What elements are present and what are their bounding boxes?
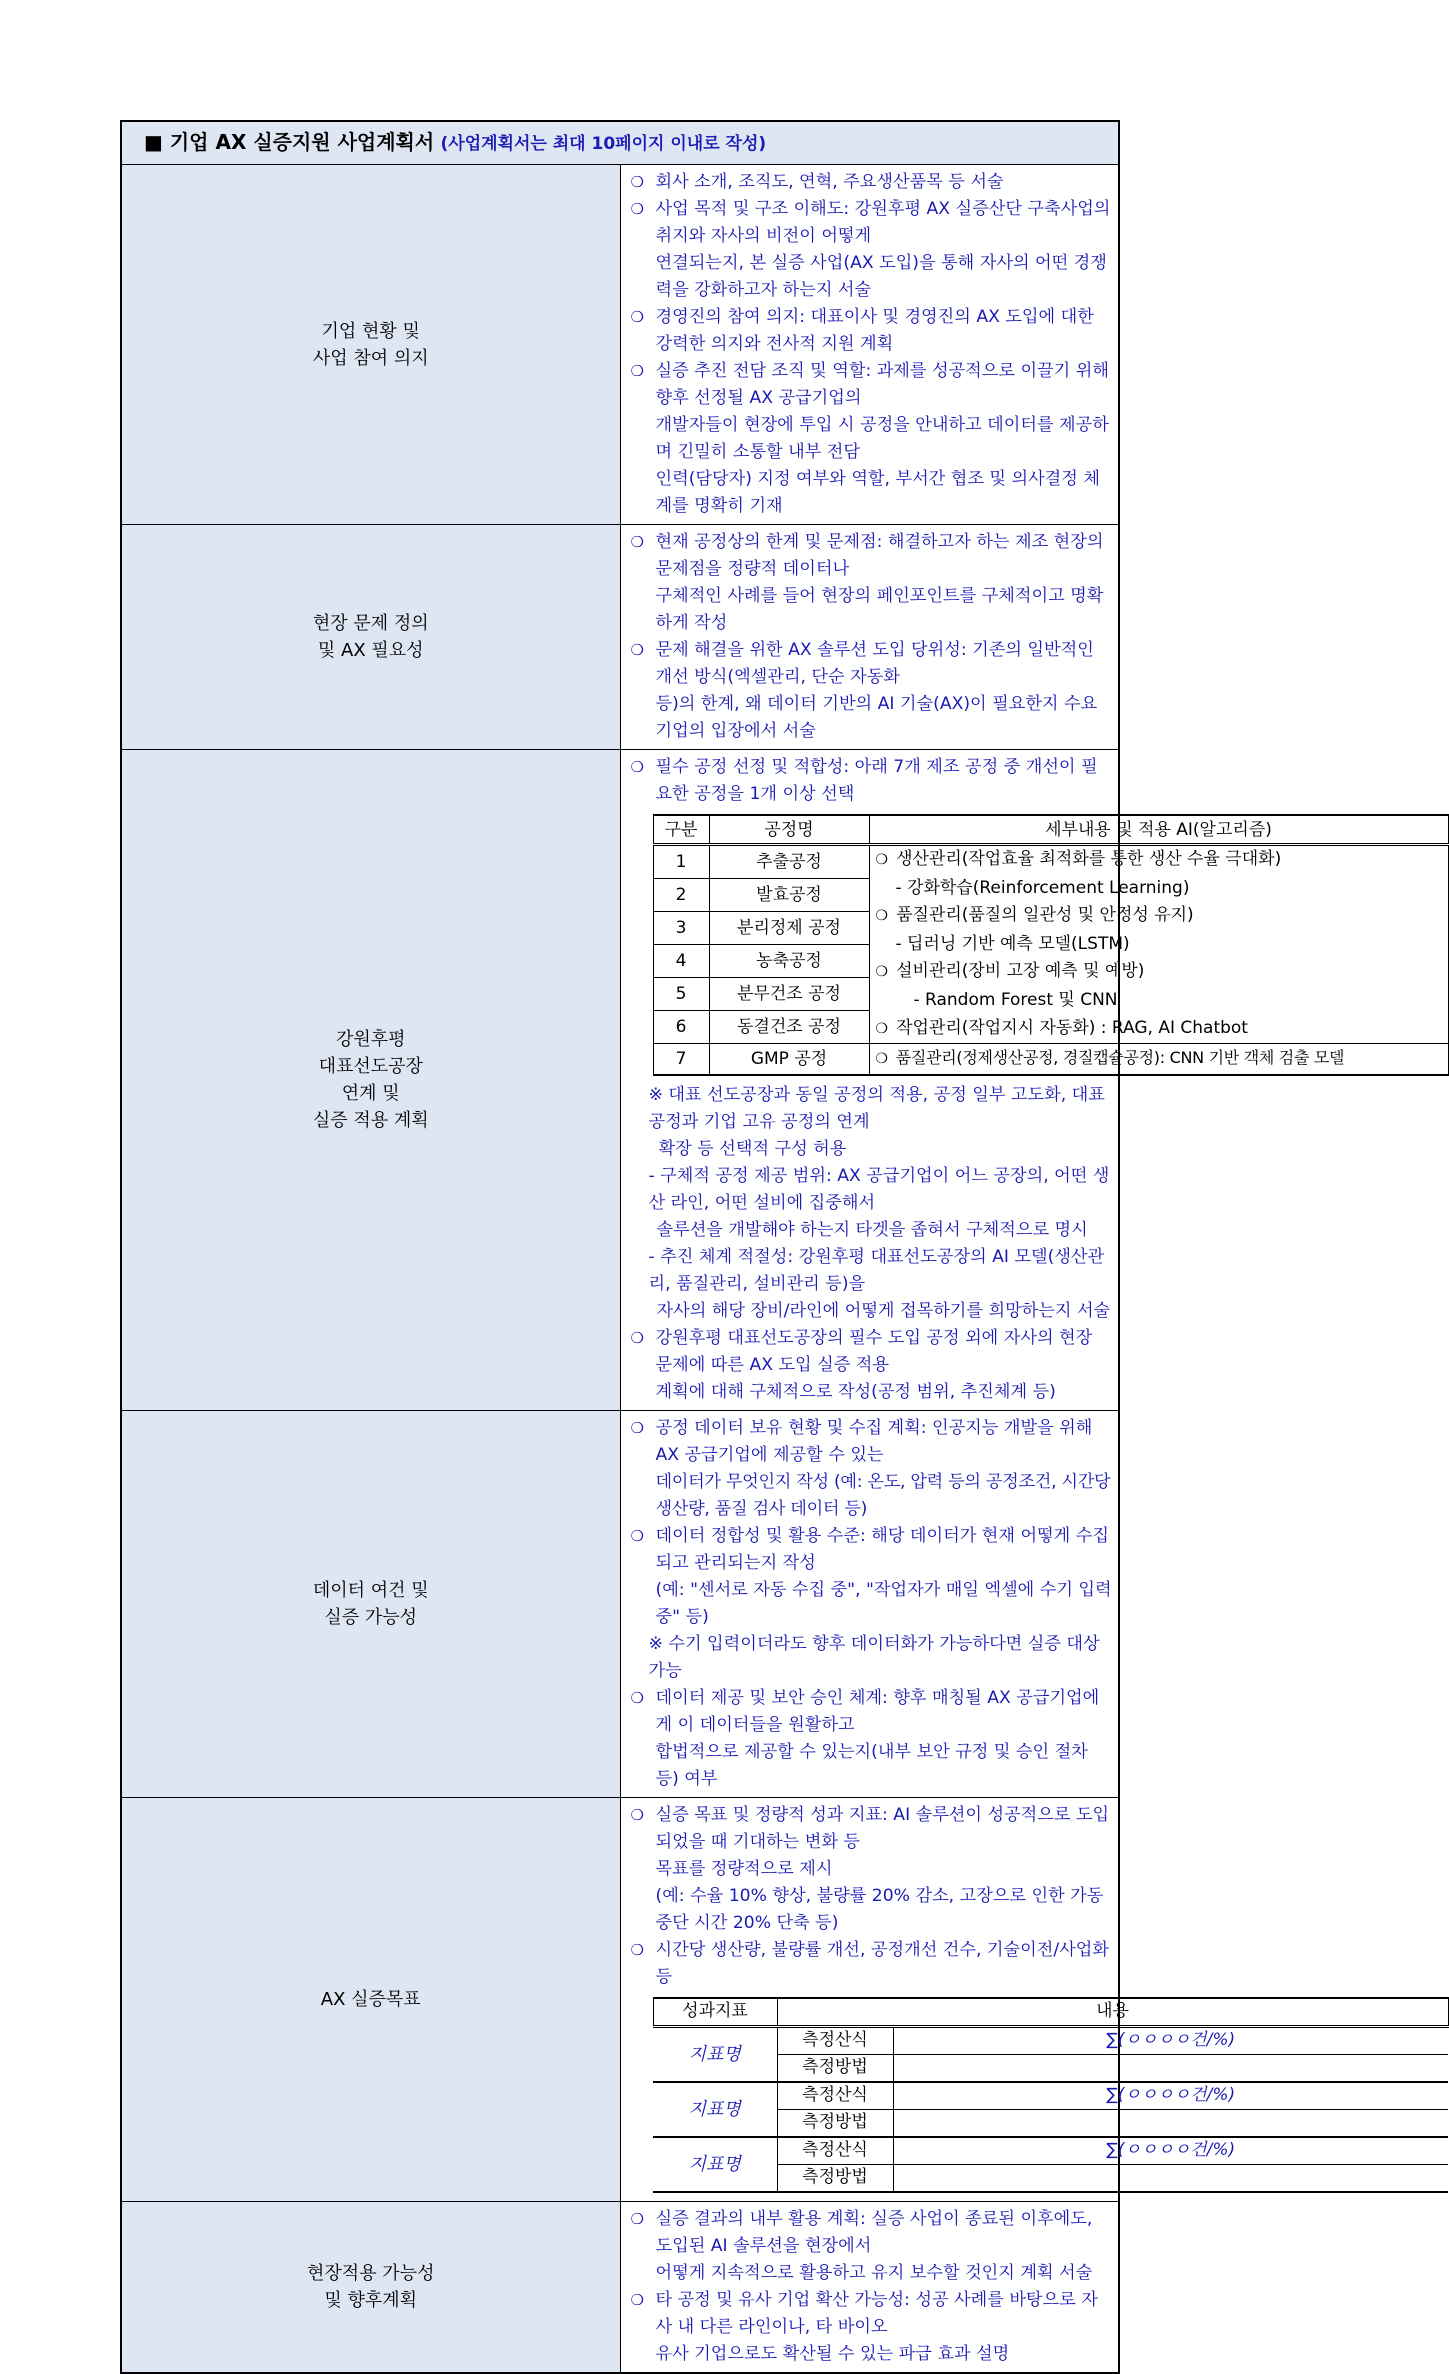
bullet: ❍ 타 공정 및 유사 기업 확산 가능성: 성공 사례를 바탕으로 자사 내 다른 라인이나, 타 바이오 유사 기업으로도 확산될 수 있는 파급 효과 설명 bbox=[631, 2287, 1113, 2368]
label-line: 연계 및 bbox=[341, 1082, 400, 1104]
kpi-formula-input[interactable]: ∑(ㅇㅇㅇㅇ건/%) bbox=[893, 2026, 1448, 2054]
bullet: ❍ 회사 소개, 조직도, 연혁, 주요생산품목 등 서술 bbox=[631, 169, 1113, 196]
form-page-limit-note: (사업계획서는 최대 10페이지 이내로 작성) bbox=[440, 134, 767, 154]
section-content-company-status[interactable] bbox=[620, 165, 1119, 525]
bullet: ❍ 현재 공정상의 한계 및 문제점: 해결하고자 하는 제조 현장의 문제점을 정량적 데이터나 구체적인 사례를 들어 현장의 페인포인트를 구체적이고 명확하게 작성 bbox=[631, 529, 1113, 637]
section-content-problem-definition[interactable] bbox=[620, 525, 1119, 750]
detail-item: ❍ 품질관리(정제생산공정, 경질캡슐공정): CNN 기반 객체 검출 모델 bbox=[876, 1044, 1444, 1074]
process-no: 2 bbox=[653, 879, 709, 912]
detail-sub: - Random Forest 및 CNN bbox=[913, 989, 1118, 1010]
label-line: 기업 현황 및 bbox=[321, 320, 420, 342]
process-col-name: 공정명 bbox=[709, 815, 869, 845]
sub-item: - 구체적 공정 제공 범위: AX 공급기업이 어느 공장의, 어떤 생산 라인, 어떤 설비에 집중해서 솔루션을 개발해야 하는지 타겟을 좁혀서 구체적으로 명시 bbox=[648, 1165, 1110, 1240]
kpi-method-input[interactable] bbox=[893, 2054, 1448, 2082]
section-label-company-status bbox=[121, 165, 620, 525]
bullet: ❍ 문제 해결을 위한 AX 솔루션 도입 당위성: 기존의 일반적인 개선 방식(엑셀관리, 단순 자동화 등)의 한계, 왜 데이터 기반의 AI 기술(AX)이 필요한지 수요기업의 입장에서 서술 bbox=[631, 637, 1113, 745]
kpi-col-content: 내용 bbox=[777, 1998, 1448, 2027]
kpi-method-label: 측정방법 bbox=[777, 2109, 893, 2137]
detail-sub: - 강화학습(Reinforcement Learning) bbox=[895, 877, 1190, 898]
label-line: 사업 참여 의지 bbox=[312, 347, 429, 369]
note: ※ 대표 선도공장과 동일 공정의 적용, 공정 일부 고도화, 대표 공정과 기업 고유 공정의 연계 확장 등 선택적 구성 허용 bbox=[648, 1084, 1105, 1159]
table-row bbox=[653, 1044, 1448, 1075]
bullet: ❍ 데이터 정합성 및 활용 수준: 해당 데이터가 현재 어떻게 수집되고 관리되는지 작성 (예: "센서로 자동 수집 중", "작업자가 매일 엑셀에 수기 입력 중" 등) bbox=[631, 1523, 1113, 1631]
bullet: ❍ 실증 결과의 내부 활용 계획: 실증 사업이 종료된 이후에도, 도입된 AI 솔루션을 현장에서 어떻게 지속적으로 활용하고 유지 보수할 것인지 계획 서술 bbox=[631, 2206, 1113, 2287]
bullet: ❍ 실증 목표 및 정량적 성과 지표: AI 솔루션이 성공적으로 도입되었을 때 기대하는 변화 등 목표를 정량적으로 제시 (예: 수율 10% 향상, 불량률 20% 감소, 고장으로 인한 가동 중단 시간 20% 단축 등) bbox=[631, 1802, 1113, 1937]
section-label-field-application bbox=[121, 2201, 620, 2373]
label-line: AX 실증목표 bbox=[320, 1988, 421, 2010]
bullet: ❍ 시간당 생산량, 불량률 개선, 공정개선 건수, 기술이전/사업화 등 bbox=[631, 1937, 1113, 1991]
process-name: 분무건조 공정 bbox=[709, 978, 869, 1011]
section-content-field-application[interactable] bbox=[620, 2201, 1119, 2373]
label-line: 강원후평 bbox=[335, 1028, 406, 1050]
process-detail-cell bbox=[869, 845, 1448, 1044]
process-no: 6 bbox=[653, 1011, 709, 1044]
kpi-name[interactable]: 지표명 bbox=[653, 2082, 777, 2137]
detail-item: ❍ 생산관리(작업효율 최적화를 통한 생산 수율 극대화) bbox=[876, 846, 1444, 875]
bullet: ❍ 공정 데이터 보유 현황 및 수집 계획: 인공지능 개발을 위해 AX 공급기업에 제공할 수 있는 데이터가 무엇인지 작성 (예: 온도, 압력 등의 공정조건, 시간당 생산량, 품질 검사 데이터 등) bbox=[631, 1415, 1113, 1523]
process-name: 발효공정 bbox=[709, 879, 869, 912]
label-line: 현장적용 가능성 bbox=[307, 2262, 435, 2284]
process-name: 농축공정 bbox=[709, 945, 869, 978]
process-name: GMP 공정 bbox=[709, 1044, 869, 1075]
process-no: 4 bbox=[653, 945, 709, 978]
process-name: 추출공정 bbox=[709, 845, 869, 879]
section-content-data-readiness[interactable] bbox=[620, 1410, 1119, 1797]
kpi-table bbox=[653, 1997, 1449, 2193]
kpi-formula-label: 측정산식 bbox=[777, 2082, 893, 2110]
label-line: 데이터 여건 및 bbox=[312, 1579, 429, 1601]
section-label-factory-linkage bbox=[121, 750, 620, 1411]
process-no: 5 bbox=[653, 978, 709, 1011]
bullet: ❍ 실증 추진 전담 조직 및 역할: 과제를 성공적으로 이끌기 위해 향후 선정될 AX 공급기업의 개발자들이 현장에 투입 시 공정을 안내하고 데이터를 제공하며 긴밀히 소통할 내부 전담 인력(담당자) 지정 여부와 역할, 부서간 협조 및 의사결정 체계를 명확히 기재 bbox=[631, 358, 1113, 520]
process-col-detail: 세부내용 및 적용 AI(알고리즘) bbox=[869, 815, 1448, 845]
kpi-col-indicator: 성과지표 bbox=[653, 1998, 777, 2027]
sub-item: - 추진 체계 적절성: 강원후평 대표선도공장의 AI 모델(생산관리, 품질관리, 설비관리 등)을 자사의 해당 장비/라인에 어떻게 접목하기를 희망하는지 서술 bbox=[648, 1246, 1111, 1321]
process-detail-cell bbox=[869, 1044, 1448, 1075]
detail-sub: - 딥러닝 기반 예측 모델(LSTM) bbox=[895, 933, 1130, 954]
table-row bbox=[653, 845, 1448, 879]
kpi-formula-input[interactable]: ∑(ㅇㅇㅇㅇ건/%) bbox=[893, 2137, 1448, 2165]
label-line: 대표선도공장 bbox=[318, 1055, 423, 1077]
label-line: 및 향후계획 bbox=[324, 2289, 418, 2311]
process-name: 동결건조 공정 bbox=[709, 1011, 869, 1044]
bullet: ❍ 데이터 제공 및 보안 승인 체계: 향후 매칭될 AX 공급기업에게 이 데이터들을 원활하고 합법적으로 제공할 수 있는지(내부 보안 규정 및 승인 절차 등) 여부 bbox=[631, 1685, 1113, 1793]
section-content-factory-linkage[interactable] bbox=[620, 750, 1345, 1411]
process-no: 1 bbox=[653, 845, 709, 879]
kpi-name[interactable]: 지표명 bbox=[653, 2137, 777, 2192]
table-row bbox=[653, 2137, 1448, 2165]
process-col-no: 구분 bbox=[653, 815, 709, 845]
kpi-method-label: 측정방법 bbox=[777, 2164, 893, 2192]
label-line: 및 AX 필요성 bbox=[317, 640, 424, 661]
bullet: ❍ 강원후평 대표선도공장의 필수 도입 공정 외에 자사의 현장 문제에 따른 AX 도입 실증 적용 계획에 대해 구체적으로 작성(공정 범위, 추진체계 등) bbox=[631, 1325, 1113, 1406]
table-row bbox=[653, 2082, 1448, 2110]
bullet: ❍ 필수 공정 선정 및 적합성: 아래 7개 제조 공정 중 개선이 필요한 공정을 1개 이상 선택 bbox=[631, 754, 1113, 808]
label-line: 실증 가능성 bbox=[324, 1606, 418, 1628]
label-line: 현장 문제 정의 bbox=[312, 613, 429, 634]
section-label-problem-definition bbox=[121, 525, 620, 750]
process-no: 7 bbox=[653, 1044, 709, 1075]
label-line: 실증 적용 계획 bbox=[312, 1109, 429, 1131]
kpi-formula-label: 측정산식 bbox=[777, 2026, 893, 2054]
bullet: ❍ 사업 목적 및 구조 이해도: 강원후평 AX 실증산단 구축사업의 취지와 자사의 비전이 어떻게 연결되는지, 본 실증 사업(AX 도입)을 통해 자사의 어떤 경쟁력을 강화하고자 하는지 서술 bbox=[631, 196, 1113, 304]
process-table bbox=[653, 814, 1449, 1076]
kpi-method-label: 측정방법 bbox=[777, 2054, 893, 2082]
section-content-ax-goal[interactable] bbox=[620, 1797, 1236, 2201]
form-header bbox=[121, 121, 1119, 165]
kpi-formula-label: 측정산식 bbox=[777, 2137, 893, 2165]
kpi-method-input[interactable] bbox=[893, 2164, 1448, 2192]
note: ※ 수기 입력이더라도 향후 데이터화가 가능하다면 실증 대상 가능 bbox=[648, 1633, 1100, 1681]
detail-item: ❍ 품질관리(품질의 일관성 및 안정성 유지) bbox=[876, 902, 1444, 931]
kpi-name[interactable]: 지표명 bbox=[653, 2026, 777, 2082]
detail-item: ❍ 설비관리(장비 고장 예측 및 예방) bbox=[876, 958, 1444, 987]
kpi-formula-input[interactable]: ∑(ㅇㅇㅇㅇ건/%) bbox=[893, 2082, 1448, 2110]
process-no: 3 bbox=[653, 912, 709, 945]
bullet: ❍ 경영진의 참여 의지: 대표이사 및 경영진의 AX 도입에 대한 강력한 의지와 전사적 지원 계획 bbox=[631, 304, 1113, 358]
form-title: ■ 기업 AX 실증지원 사업계획서 bbox=[144, 130, 435, 154]
section-label-ax-goal bbox=[121, 1797, 620, 2201]
detail-item: ❍ 작업관리(작업지시 자동화) : RAG, AI Chatbot bbox=[876, 1015, 1444, 1044]
business-plan-form bbox=[120, 120, 1345, 2374]
section-label-data-readiness bbox=[121, 1410, 620, 1797]
process-name: 분리정제 공정 bbox=[709, 912, 869, 945]
kpi-method-input[interactable] bbox=[893, 2109, 1448, 2137]
table-row bbox=[653, 2026, 1448, 2054]
